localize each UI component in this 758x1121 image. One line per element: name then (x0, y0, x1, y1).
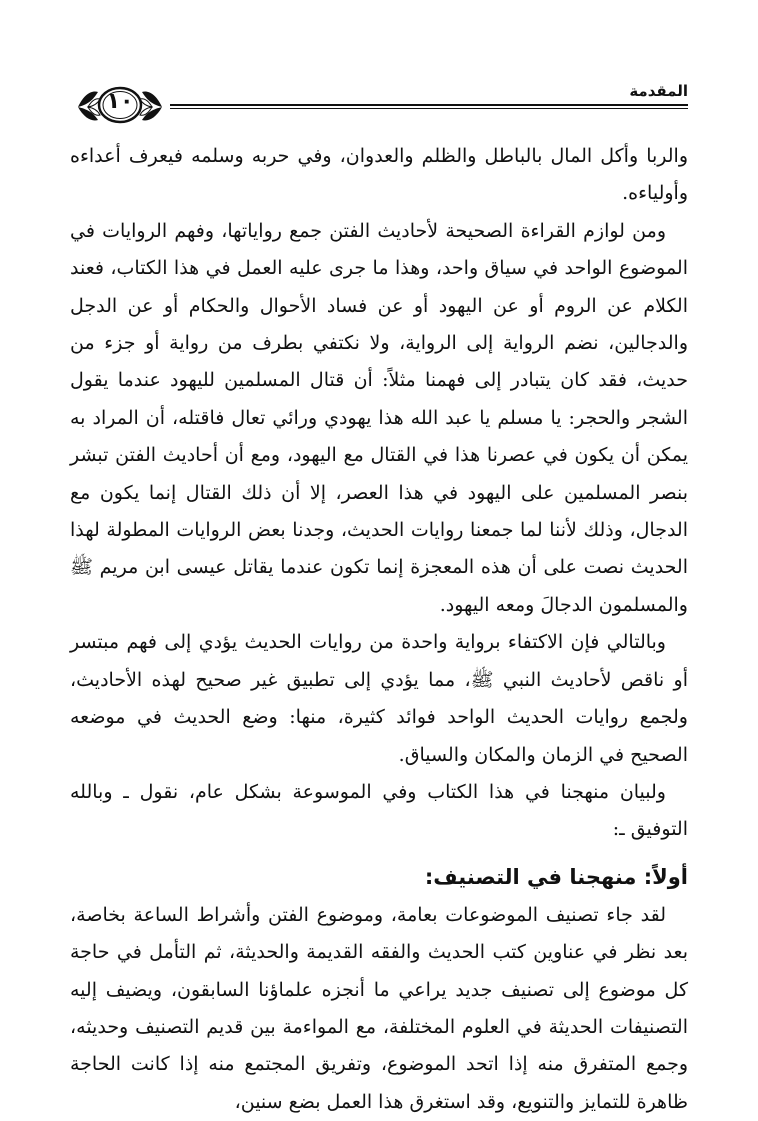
running-header-title: المقدمة (629, 82, 688, 100)
paragraph-1: والربا وأكل المال بالباطل والظلم والعدوان، وفي حربه وسلمه فيعرف أعداءه وأولياءه. (70, 145, 688, 205)
paragraph-4: ولبيان منهجنا في هذا الكتاب وفي الموسوعة بشكل عام، نقول ـ وبالله التوفيق ـ: (70, 780, 688, 841)
section-paragraph: لقد جاء تصنيف الموضوعات بعامة، وموضوع الفتن وأشراط الساعة بخاصة، بعد نظر في عناوين كتب الحديث والفقه القديمة والحديثة، ثم التأمل في حاجة كل موضوع إلى تصنيف جديد يراعي ما أنجزه علماؤنا السابقون، ويضيف إليه التصنيفات الحديثة في العلوم المختلفة، مع المواءمة بين قديم التصنيف وحديثه، وجمع المتفرق منه إذا اتحد الموضوع، وتفريق المجتمع منه إذا كانت الحاجة ظاهرة للتمايز والتنويع، وقد استغرق هذا العمل بضع سنين، (70, 903, 688, 1113)
section-heading: أولاً: منهجنا في التصنيف: (424, 864, 688, 889)
page-header (70, 78, 688, 128)
page-body (70, 138, 688, 1121)
paragraph-2: ومن لوازم القراءة الصحيحة لأحاديث الفتن جمع رواياتها، وفهم الروايات في الموضوع الواحد في سياق واحد، وهذا ما جرى عليه العمل في هذا الكتاب، فعند الكلام عن الروم أو عن اليهود أو عن فساد الأحوال والحكام أو عن الدجل والدجالين، نضم الرواية إلى الرواية، ولا نكتفي بطرف من رواية أو جزء من حديث، فقد كان يتبادر إلى فهمنا مثلاً: أن قتال المسلمين لليهود عندما يقول الشجر والحجر: يا مسلم يا عبد الله هذا يهودي ورائي تعال فاقتله، أن المراد به يمكن أن يكون في عصرنا هذا في القتال مع اليهود، ومع أن أحاديث الفتن تبشر بنصر المسلمين على اليهود في هذا العصر، إلا أن ذلك القتال إنما يكون مع الدجال، وذلك لأننا لما جمعنا روايات الحديث، وجدنا بعض الروايات المطولة لهذا الحديث نصت على أن هذه المعجزة إنما تكون عندما يقاتل عيسى ابن مريم ﷺ والمسلمون الدجالَ ومعه اليهود. (70, 219, 688, 616)
paragraph-3: وبالتالي فإن الاكتفاء برواية واحدة من روايات الحديث يؤدي إلى فهم مبتسر أو ناقص لأحاديث النبي ﷺ، مما يؤدي إلى تطبيق غير صحيح لهذه الأحاديث، ولجمع روايات الحديث الواحد فوائد كثيرة، منها: وضع الحديث في موضعه الصحيح في الزمان والمكان والسياق. (70, 631, 688, 766)
page-number: ١٠ (106, 89, 134, 114)
